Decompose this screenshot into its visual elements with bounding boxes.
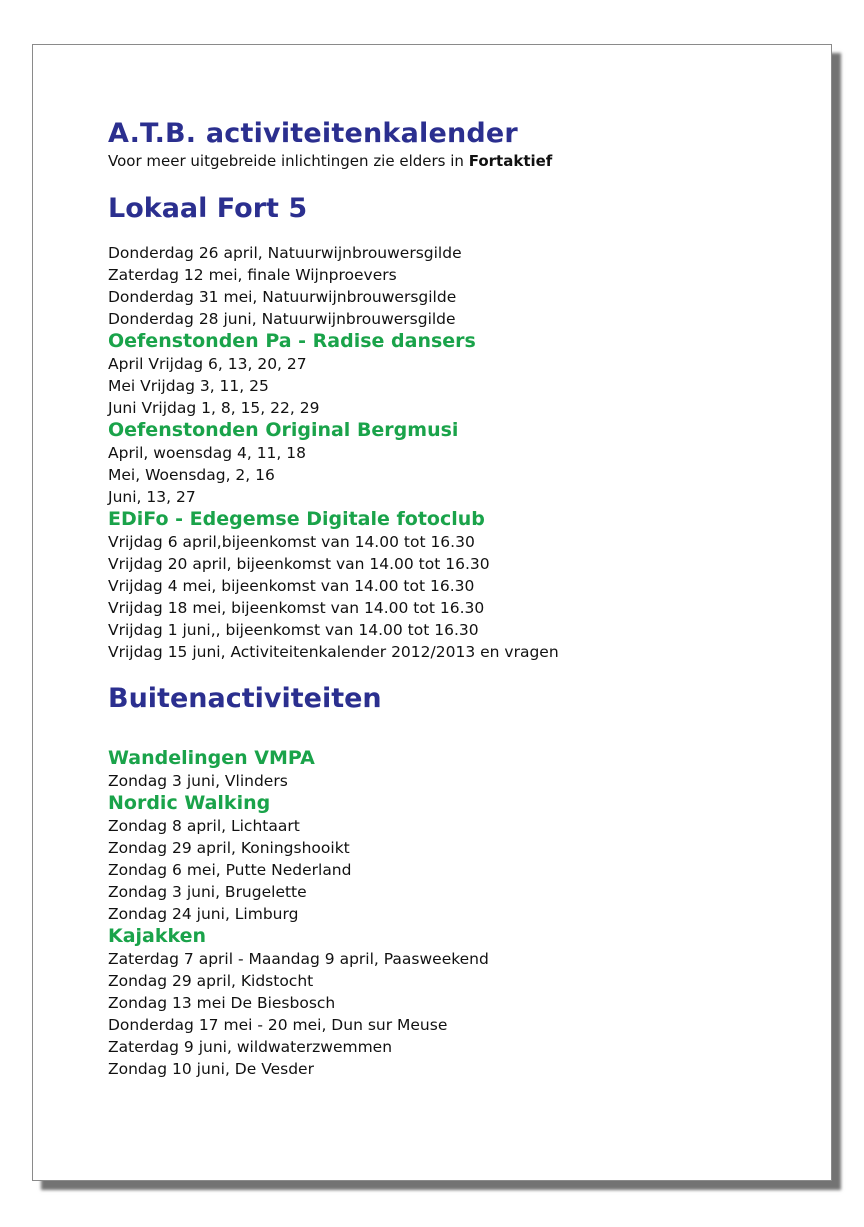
list-item: April, woensdag 4, 11, 18 [108,444,306,462]
list-item: Zondag 13 mei De Biesbosch [108,994,336,1012]
section-heading-lokaal: Lokaal Fort 5 [108,193,308,224]
page-title: A.T.B. activiteitenkalender [108,118,518,149]
list-item: Donderdag 28 juni, Natuurwijnbrouwersgilde [108,310,456,328]
list-item: Zondag 10 juni, De Vesder [108,1060,314,1078]
group-heading-edifo: EDiFo - Edegemse Digitale fotoclub [108,508,485,530]
subtitle-text: Voor meer uitgebreide inlichtingen zie elders in [108,152,469,170]
list-item: Zaterdag 7 april - Maandag 9 april, Paasweekend [108,950,489,968]
list-item: Zondag 3 juni, Vlinders [108,772,288,790]
list-item: Donderdag 31 mei, Natuurwijnbrouwersgilde [108,288,457,306]
page-subtitle [108,152,808,171]
page-content [108,118,808,1080]
list-item: Zondag 29 april, Kidstocht [108,972,314,990]
list-item: Vrijdag 1 juni,, bijeenkomst van 14.00 tot 16.30 [108,621,479,639]
list-item: Donderdag 17 mei - 20 mei, Dun sur Meuse [108,1016,448,1034]
section-heading-buiten: Buitenactiviteiten [108,683,382,714]
list-item: Juni Vrijdag 1, 8, 15, 22, 29 [108,399,320,417]
list-item: Zaterdag 9 juni, wildwaterzwemmen [108,1038,393,1056]
list-item: Donderdag 26 april, Natuurwijnbrouwersgilde [108,244,462,262]
list-item: Vrijdag 15 juni, Activiteitenkalender 2012/2013 en vragen [108,643,559,661]
list-item: Zondag 8 april, Lichtaart [108,817,300,835]
list-item: Zondag 29 april, Koningshooikt [108,839,350,857]
subtitle-publication: Fortaktief [468,152,553,170]
group-heading-bergmusi: Oefenstonden Original Bergmusi [108,419,459,441]
list-item: Mei Vrijdag 3, 11, 25 [108,377,269,395]
list-item: Mei, Woensdag, 2, 16 [108,466,275,484]
document-page [32,44,832,1181]
group-heading-kajakken: Kajakken [108,925,207,947]
group-heading-nordic: Nordic Walking [108,792,271,814]
list-item: Zondag 24 juni, Limburg [108,905,299,923]
list-item: Zaterdag 12 mei, finale Wijnproevers [108,266,397,284]
lokaal-list [108,242,808,330]
list-item: Zondag 3 juni, Brugelette [108,883,307,901]
list-item: Vrijdag 20 april, bijeenkomst van 14.00 tot 16.30 [108,555,490,573]
group-heading-radise: Oefenstonden Pa - Radise dansers [108,330,476,352]
list-item: April Vrijdag 6, 13, 20, 27 [108,355,307,373]
list-item: Juni, 13, 27 [108,488,196,506]
group-heading-wandelingen: Wandelingen VMPA [108,747,315,769]
list-item: Zondag 6 mei, Putte Nederland [108,861,352,879]
list-item: Vrijdag 4 mei, bijeenkomst van 14.00 tot 16.30 [108,577,475,595]
list-item: Vrijdag 6 april,bijeenkomst van 14.00 tot 16.30 [108,533,475,551]
list-item: Vrijdag 18 mei, bijeenkomst van 14.00 tot 16.30 [108,599,485,617]
